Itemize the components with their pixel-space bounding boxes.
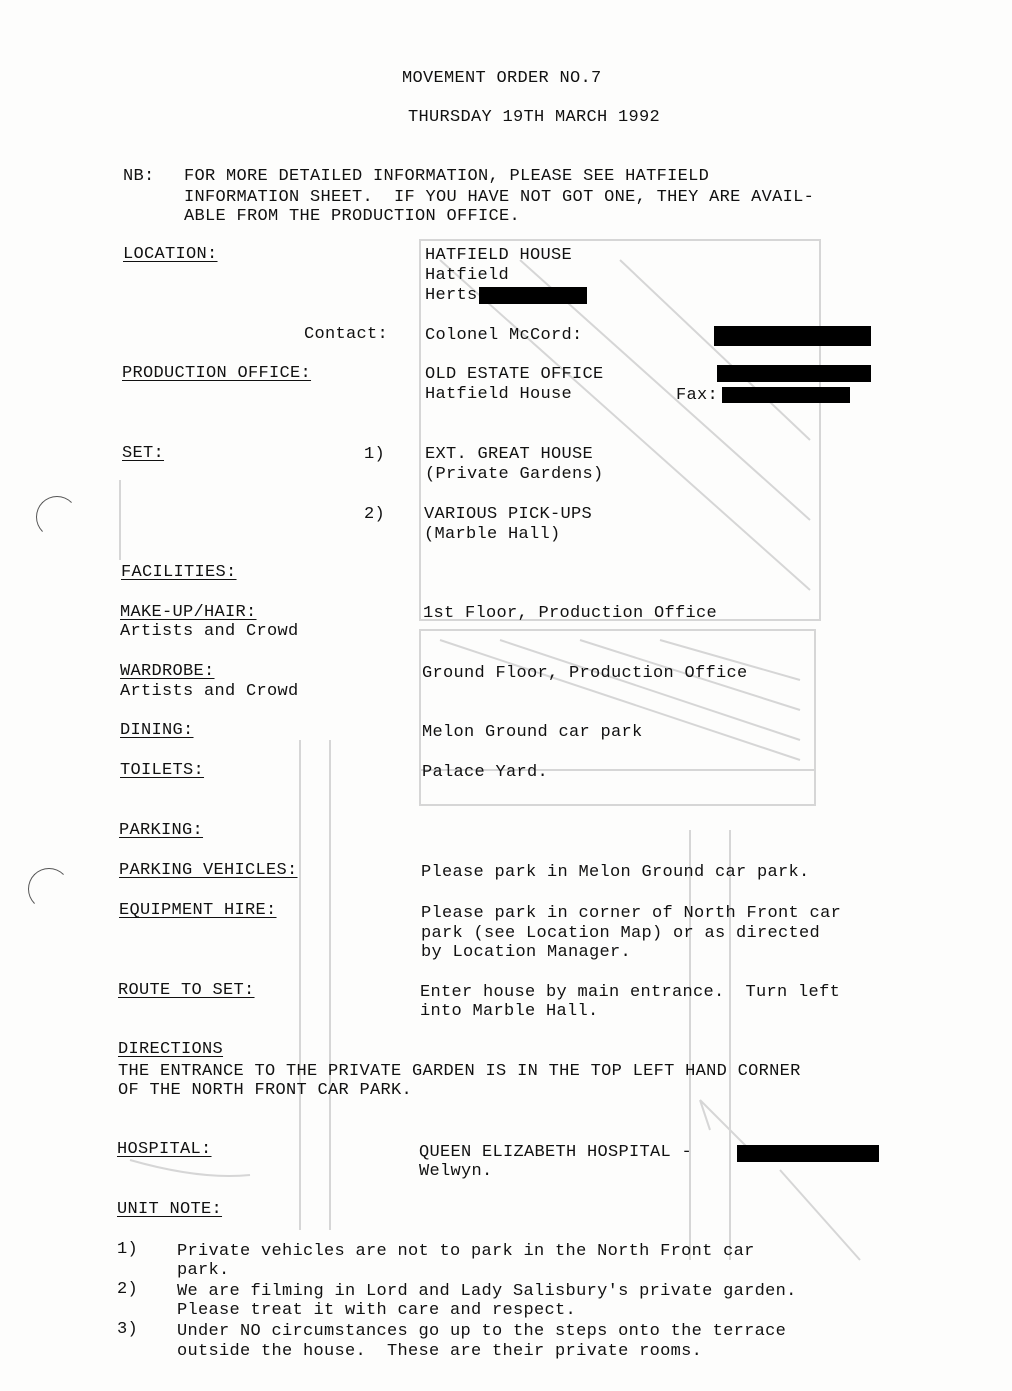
location-line-2: Hatfield — [425, 266, 510, 285]
parking-vehicles-label: PARKING VEHICLES: — [119, 861, 298, 880]
punch-hole-bottom — [28, 868, 70, 910]
route-to-set-label: ROUTE TO SET: — [118, 981, 255, 1000]
makeup-sub: Artists and Crowd — [120, 622, 299, 641]
set-label: SET: — [122, 444, 165, 463]
directions-line-2: OF THE NORTH FRONT CAR PARK. — [118, 1081, 413, 1100]
production-office-line-1: OLD ESTATE OFFICE — [425, 365, 604, 384]
hospital-line-1: QUEEN ELIZABETH HOSPITAL - — [419, 1143, 693, 1162]
nb-line-1: FOR MORE DETAILED INFORMATION, PLEASE SEE HATFIELD — [184, 167, 710, 186]
route-to-set-line-2: into Marble Hall. — [420, 1002, 599, 1021]
production-office-line-2: Hatfield House — [425, 385, 573, 404]
toilets-label: TOILETS: — [120, 761, 205, 780]
route-to-set-line-1: Enter house by main entrance. Turn left — [420, 983, 841, 1002]
unit-note-1-num: 1) — [117, 1240, 139, 1259]
set-item-1-line-1: EXT. GREAT HOUSE — [425, 445, 594, 464]
hospital-line-2: Welwyn. — [419, 1162, 493, 1181]
unit-note-3-line-1: Under NO circumstances go up to the steps onto the terrace — [177, 1322, 787, 1341]
redaction-office-phone — [717, 365, 871, 382]
facilities-label: FACILITIES: — [121, 563, 237, 582]
directions-label: DIRECTIONS — [118, 1040, 224, 1059]
nb-line-2: INFORMATION SHEET. IF YOU HAVE NOT GOT ONE, THEY ARE AVAIL- — [184, 188, 815, 207]
set-item-1-line-2: (Private Gardens) — [425, 465, 604, 484]
redaction-fax — [722, 387, 850, 403]
unit-note-label: UNIT NOTE: — [117, 1200, 223, 1219]
wardrobe-sub: Artists and Crowd — [120, 682, 299, 701]
unit-note-3-line-2: outside the house. These are their private rooms. — [177, 1342, 703, 1361]
equipment-hire-line-2: park (see Location Map) or as directed — [421, 924, 821, 943]
document-title: MOVEMENT ORDER NO.7 — [402, 69, 602, 88]
unit-note-1-line-2: park. — [177, 1261, 230, 1280]
contact-value: Colonel McCord: — [425, 326, 583, 345]
unit-note-2-line-2: Please treat it with care and respect. — [177, 1301, 577, 1320]
wardrobe-label: WARDROBE: — [120, 662, 215, 681]
wardrobe-value: Ground Floor, Production Office — [422, 664, 748, 683]
unit-note-2-num: 2) — [117, 1280, 139, 1299]
dining-value: Melon Ground car park — [422, 723, 643, 742]
nb-label: NB: — [123, 167, 155, 186]
unit-note-3-num: 3) — [117, 1320, 139, 1339]
location-line-3: Herts — [425, 286, 478, 305]
set-item-1-num: 1) — [364, 445, 386, 464]
unit-note-1-line-1: Private vehicles are not to park in the North Front car — [177, 1242, 755, 1261]
location-label: LOCATION: — [123, 245, 218, 264]
makeup-value: 1st Floor, Production Office — [423, 604, 718, 623]
redaction-hospital-phone — [737, 1145, 879, 1162]
document-date: THURSDAY 19TH MARCH 1992 — [408, 108, 661, 127]
nb-line-3: ABLE FROM THE PRODUCTION OFFICE. — [184, 207, 521, 226]
equipment-hire-label: EQUIPMENT HIRE: — [119, 901, 277, 920]
set-item-2-line-1: VARIOUS PICK-UPS — [424, 505, 593, 524]
contact-label: Contact: — [304, 325, 389, 344]
unit-note-2-line-1: We are filming in Lord and Lady Salisbury's private garden. — [177, 1282, 797, 1301]
location-line-1: HATFIELD HOUSE — [425, 246, 573, 265]
equipment-hire-line-3: by Location Manager. — [421, 943, 632, 962]
equipment-hire-line-1: Please park in corner of North Front car — [421, 904, 842, 923]
redaction-contact-phone — [714, 326, 871, 346]
directions-line-1: THE ENTRANCE TO THE PRIVATE GARDEN IS IN THE TOP LEFT HAND CORNER — [118, 1062, 801, 1081]
hospital-label: HOSPITAL: — [117, 1140, 212, 1159]
set-item-2-line-2: (Marble Hall) — [424, 525, 561, 544]
dining-label: DINING: — [120, 721, 194, 740]
parking-label: PARKING: — [119, 821, 204, 840]
redaction-postcode — [479, 287, 587, 304]
fax-label: Fax: — [676, 386, 719, 405]
parking-vehicles-value: Please park in Melon Ground car park. — [421, 863, 810, 882]
toilets-value: Palace Yard. — [422, 763, 549, 782]
set-item-2-num: 2) — [364, 505, 386, 524]
production-office-label: PRODUCTION OFFICE: — [122, 364, 312, 383]
makeup-label: MAKE-UP/HAIR: — [120, 603, 257, 622]
punch-hole-top — [36, 496, 78, 538]
